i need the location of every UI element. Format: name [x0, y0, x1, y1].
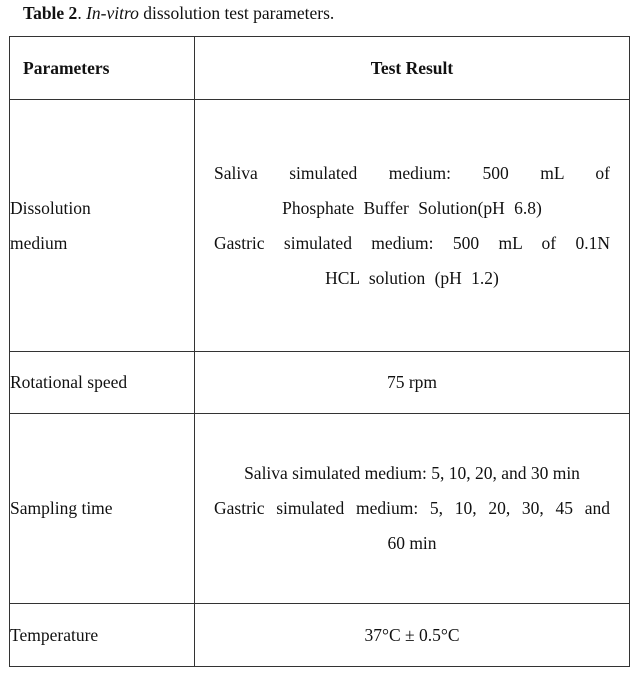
table-row	[10, 414, 630, 604]
result-line: Saliva simulated medium: 5, 10, 20, and 30 min	[244, 463, 580, 483]
caption-text: dissolution test parameters.	[138, 3, 335, 23]
parameter-line: medium	[10, 232, 68, 253]
parameter-cell: Sampling time	[10, 414, 195, 604]
parameter-line: Dissolution	[10, 197, 91, 218]
result-line: Saliva simulated medium: 500 mL of	[214, 162, 610, 183]
result-line: Phosphate Buffer Solution(pH 6.8)	[282, 197, 542, 218]
header-test-result: Test Result	[195, 37, 630, 100]
table-row	[10, 352, 630, 414]
caption-label: Table 2	[23, 3, 78, 23]
table-header-row	[10, 37, 630, 100]
result-cell	[195, 100, 630, 352]
result-line: 60 min	[387, 533, 437, 553]
result-cell	[195, 414, 630, 604]
result-line: Gastric simulated medium: 5, 10, 20, 30, 45 and	[214, 498, 610, 518]
parameter-cell: Rotational speed	[10, 352, 195, 414]
table-row	[10, 604, 630, 667]
table-row	[10, 100, 630, 352]
table-caption	[23, 2, 334, 24]
result-line: Gastric simulated medium: 500 mL of 0.1N	[214, 232, 610, 253]
result-cell: 75 rpm	[195, 352, 630, 414]
parameter-cell: Temperature	[10, 604, 195, 667]
caption-separator: .	[77, 3, 87, 23]
caption-italic-term: In-vitro	[86, 3, 139, 23]
parameters-table	[9, 36, 630, 667]
header-parameters: Parameters	[10, 37, 195, 100]
result-line: HCL solution (pH 1.2)	[325, 267, 499, 288]
result-cell: 37°C ± 0.5°C	[195, 604, 630, 667]
parameter-cell	[10, 100, 195, 352]
